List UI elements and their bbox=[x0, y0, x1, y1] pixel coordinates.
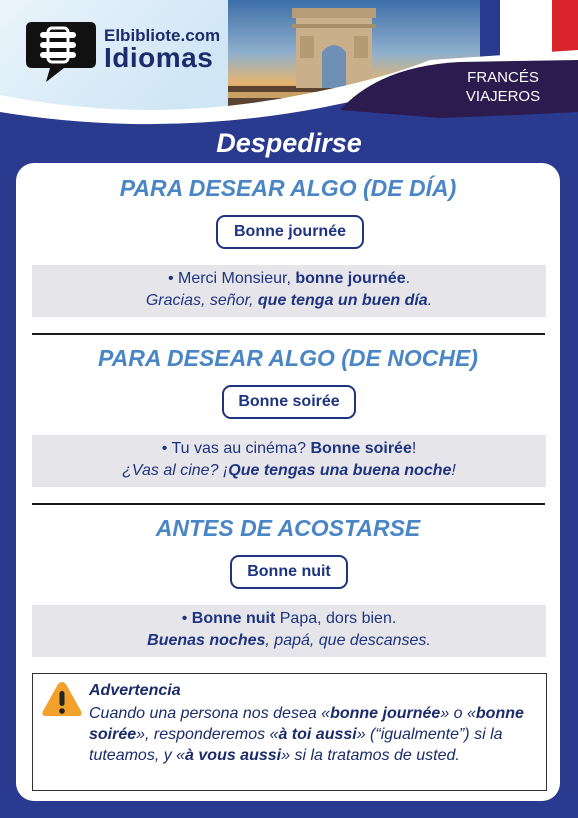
example-spanish bbox=[32, 632, 546, 650]
text: », responderemos « bbox=[136, 726, 279, 743]
brand-website: Elbibliote.com bbox=[104, 26, 221, 45]
page-title: Despedirse bbox=[216, 128, 362, 158]
example-french bbox=[32, 440, 546, 458]
text-bold: Bonne soirée bbox=[310, 440, 412, 457]
section-heading: ANTES DE ACOSTARSE bbox=[155, 515, 421, 541]
example-box bbox=[32, 435, 546, 487]
header bbox=[0, 0, 578, 128]
text: » o « bbox=[440, 705, 476, 722]
content-card bbox=[16, 163, 560, 801]
example-french bbox=[32, 270, 546, 288]
category-badge bbox=[438, 68, 568, 118]
phrase-pill: Bonne journée bbox=[216, 215, 364, 249]
text: Gracias, señor, bbox=[145, 292, 258, 309]
text: . bbox=[405, 270, 411, 287]
text: • bbox=[181, 610, 192, 627]
warning-icon bbox=[41, 680, 83, 718]
text-bold: Buenas noches bbox=[147, 632, 266, 649]
section-heading: PARA DESEAR ALGO (DE DÍA) bbox=[119, 175, 457, 201]
text: • Tu vas au cinéma? bbox=[161, 440, 311, 457]
text: • Merci Monsieur, bbox=[167, 270, 296, 287]
text-bold: bonne journée bbox=[330, 705, 441, 722]
text: » (“igualmente”) si la tuteamos, y « bbox=[89, 726, 503, 764]
example-french bbox=[32, 610, 546, 628]
chat-logo-icon bbox=[24, 18, 98, 84]
warning-body bbox=[89, 703, 539, 766]
badge-language: FRANCÉS bbox=[467, 69, 539, 86]
text: » si la tratamos de usted. bbox=[281, 747, 460, 764]
text-bold: que tenga un buen día bbox=[257, 292, 428, 309]
text-bold: à toi aussi bbox=[278, 726, 357, 743]
phrase-pill: Bonne nuit bbox=[230, 555, 348, 589]
divider bbox=[32, 503, 545, 505]
text: ! bbox=[451, 462, 456, 479]
example-spanish bbox=[32, 292, 546, 310]
badge-audience: VIAJEROS bbox=[465, 88, 541, 105]
text: ! bbox=[411, 440, 417, 457]
text-bold: bonne journée bbox=[295, 270, 406, 287]
text-bold: bonne soirée bbox=[89, 705, 524, 743]
warning-box bbox=[32, 673, 547, 791]
example-box bbox=[32, 605, 546, 657]
text: ¿Vas al cine? ¡ bbox=[122, 462, 229, 479]
text-bold: à vous aussi bbox=[185, 747, 282, 764]
section-heading: PARA DESEAR ALGO (DE NOCHE) bbox=[98, 345, 478, 371]
warning-title: Advertencia bbox=[89, 682, 181, 699]
text: Cuando una persona nos desea « bbox=[89, 705, 331, 722]
text-bold: Que tengas una buena noche bbox=[228, 462, 452, 479]
text-bold: Bonne nuit bbox=[191, 610, 276, 627]
phrase-pill: Bonne soirée bbox=[222, 385, 356, 419]
text: , papá, que descanses. bbox=[265, 632, 431, 649]
example-spanish bbox=[32, 462, 546, 480]
brand-name: Idiomas bbox=[104, 42, 214, 73]
divider bbox=[32, 333, 545, 335]
text: Papa, dors bien. bbox=[275, 610, 397, 627]
text: . bbox=[427, 292, 433, 309]
example-box bbox=[32, 265, 546, 317]
